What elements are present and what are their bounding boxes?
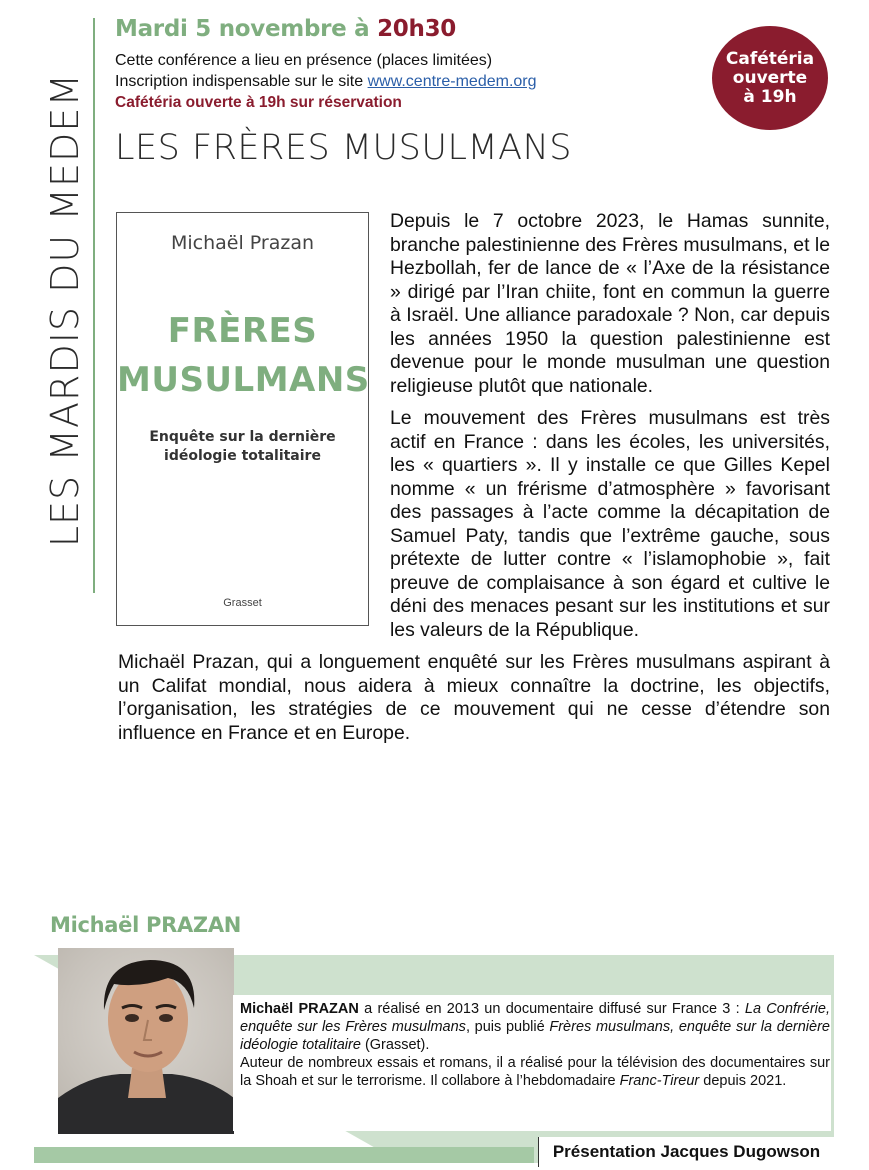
bio-text-2: , puis publié	[465, 1019, 550, 1035]
bio-paragraph-1	[240, 1000, 830, 1054]
book-author: Michaël Prazan	[170, 232, 315, 254]
paragraph-3: Michaël Prazan, qui a longuement enquêté sur les Frères musulmans aspirant à un Califat mondial, nous aidera à mieux connaître la doctrine, les objectifs, l’organisation, les stratégies de ce mouvement qui ne cesse d’étendre son influence en France et en Europe.	[118, 651, 830, 744]
decorative-green-bar	[34, 1147, 534, 1163]
speaker-name: Michaël PRAZAN	[50, 913, 242, 937]
book-subtitle-line-2: idéologie totalitaire	[164, 448, 321, 464]
cafeteria-note: Cafétéria ouverte à 19h sur réservation	[115, 94, 402, 111]
bio-name: Michaël PRAZAN	[240, 1001, 359, 1017]
book-title-line-1: FRÈRES	[167, 311, 318, 351]
cover-spacer	[118, 210, 390, 630]
bio-film-title: La Confrérie, enquête sur les Frères musulmans	[240, 1001, 830, 1035]
portrait-illustration	[58, 948, 234, 1134]
paragraph-1: Depuis le 7 octobre 2023, le Hamas sunnite, branche palestinienne des Frères musulmans, et le Hezbollah, fer de lance de « l’Axe de la résistance » dirigé par l’Iran chiite, font en commun la guerre à Israël. Une alliance paradoxale ? Non, car depuis les années 1950 la question palestinienne est devenue pour le monde musulman une question religieuse plutôt que nationale.	[390, 210, 830, 397]
cafeteria-badge	[712, 26, 828, 130]
vertical-divider	[93, 18, 95, 593]
book-title-line-2: MUSULMANS	[117, 360, 370, 400]
page-title: LES FRÈRES MUSULMANS	[115, 128, 572, 168]
paragraph-2: Le mouvement des Frères musulmans est très actif en France : dans les écoles, les universités, les « quartiers ». Il y installe ce que Gilles Kepel nomme « un frérisme d’atmosphère » favorisant des passages à l’acte comme la décapitation de Samuel Paty, tandis que l’extrême gauche, sous prétexte de lutter contre « l’islamophobie », fait preuve de complaisance à son égard et cultive le déni des menaces pesant sur les institutions et sur les valeurs de la République.	[390, 407, 830, 641]
article-body	[118, 210, 830, 754]
bio-book-title: Frères musulmans, enquête sur la dernière idéologie totalitaire	[240, 1019, 830, 1053]
series-title	[40, 35, 90, 585]
badge-line-3: à 19h	[743, 86, 797, 107]
bio2-magazine: Franc-Tireur	[619, 1073, 700, 1089]
website-link[interactable]: www.centre-medem.org	[367, 73, 537, 90]
bio-text-3: (Grasset).	[360, 1037, 430, 1053]
presenter-credit: Présentation Jacques Dugowson	[538, 1137, 834, 1167]
event-date	[115, 16, 456, 42]
event-time: 20h30	[377, 16, 456, 42]
speaker-bio	[240, 1000, 830, 1090]
registration-prefix: Inscription indispensable sur le site	[115, 73, 368, 90]
speaker-photo	[58, 948, 234, 1134]
event-date-text: Mardi 5 novembre à	[115, 16, 378, 42]
bio-paragraph-2	[240, 1054, 830, 1090]
registration-note	[115, 73, 537, 91]
bio2-text-1: Auteur de nombreux essais et romans, il a réalisé pour la télévision des documentaires sur la Shoah et sur le terrorisme. Il collabore à l’hebdomadaire	[240, 1055, 830, 1089]
bio-text-1: a réalisé en 2013 un documentaire diffusé sur France 3 :	[358, 1001, 745, 1017]
book-publisher: Grasset	[223, 597, 262, 609]
book-subtitle-line-1: Enquête sur la dernière	[149, 429, 336, 445]
bio2-text-2: depuis 2021.	[699, 1073, 787, 1089]
badge-line-2: ouverte	[732, 67, 808, 88]
badge-line-1: Cafétéria	[725, 48, 815, 69]
attendance-note: Cette conférence a lieu en présence (places limitées)	[115, 52, 493, 69]
series-title-text: LES MARDIS DU MEDEM	[43, 72, 87, 548]
